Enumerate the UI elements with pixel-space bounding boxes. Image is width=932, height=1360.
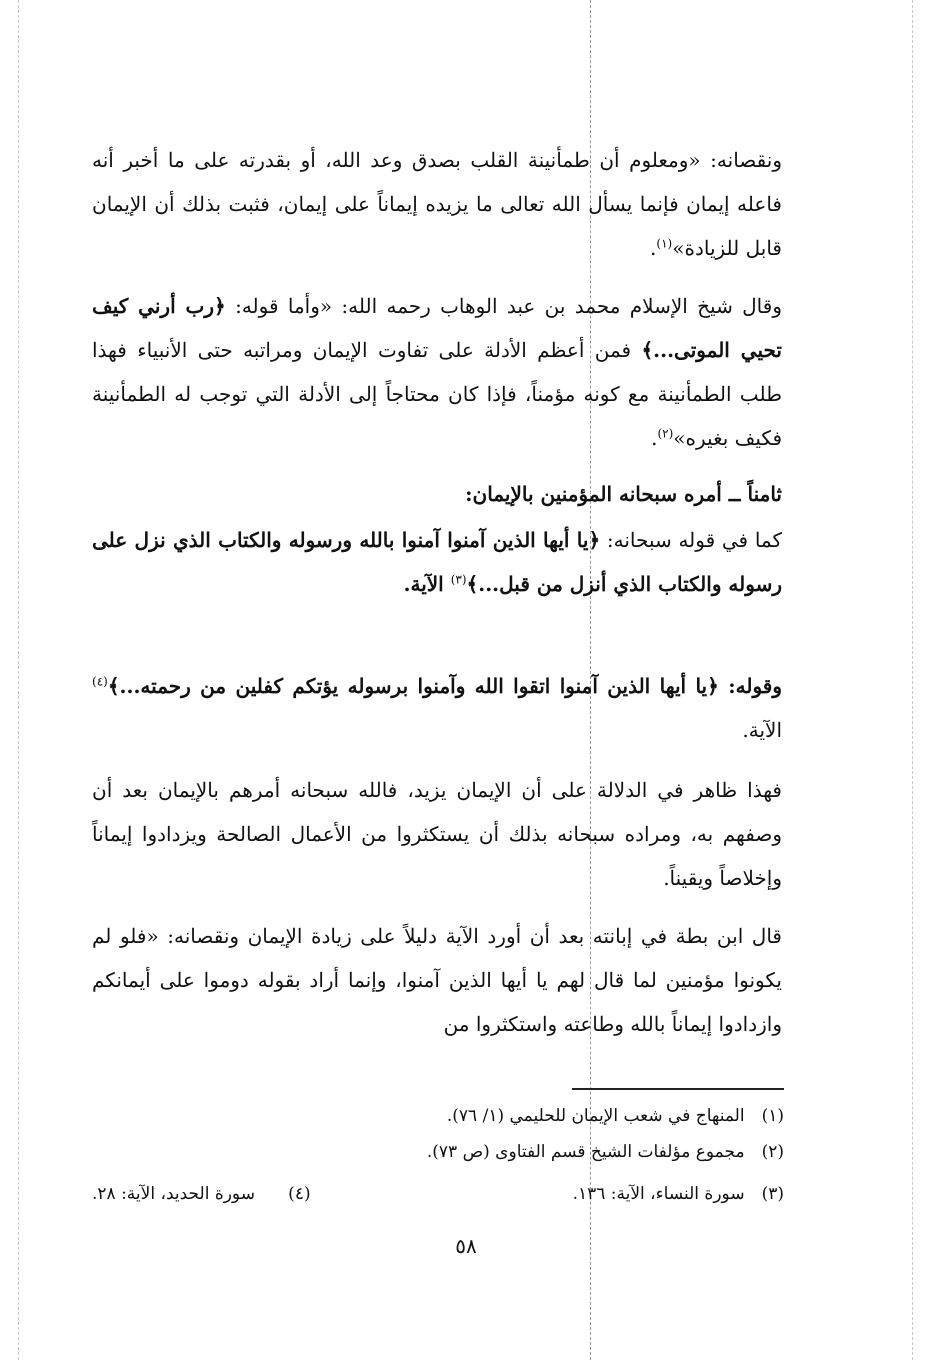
footnote-3-text: سورة النساء، الآية: ١٣٦. (572, 1184, 745, 1204)
paragraph-5 (92, 768, 782, 900)
footnote-3-number: (٣) (761, 1184, 784, 1204)
paragraph-6 (92, 914, 782, 1046)
quran-quote-2: ﴿يا أيها الذين آمنوا آمنوا بالله ورسوله والكتاب الذي نزل على رسوله والكتاب الذي أنزل من قبل...﴾ (92, 528, 782, 596)
paragraph-2-rest: فمن أعظم الأدلة على تفاوت الإيمان ومراتبه حتى الأنبياء فهذا طلب الطمأنينة مع كونه مؤمناً، فإذا كان محتاجاً إلى الأدلة التي توجب له الطمأنينة فكيف بغيره» (92, 338, 782, 450)
paragraph-1-end: . (650, 236, 657, 260)
footnote-2-number: (٢) (761, 1142, 784, 1162)
paragraph-3-end: الآية. (403, 572, 451, 596)
paragraph-6-text: قال ابن بطة في إبانته بعد أن أورد الآية دليلاً على زيادة الإيمان ونقصانه: «فلو لم يكونوا مؤمنين لما قال لهم يا أيها الذين آمنوا، وإنما أراد بقوله دوموا على أيمانكم وازدادوا إيماناً بالله وطاعته واستكثروا من (92, 924, 782, 1036)
paragraph-4-intro: وقوله: (718, 674, 783, 698)
paragraph-2-end: . (651, 426, 658, 450)
paragraph-5-text: فهذا ظاهر في الدلالة على أن الإيمان يزيد، فالله سبحانه أمرهم بالإيمان بعد أن وصفهم به، ومراده سبحانه بذلك أن يستكثروا من الأعمال الصالحة ويزدادوا إيماناً وإخلاصاً ويقيناً. (92, 778, 782, 890)
paragraph-4 (92, 664, 782, 752)
footnote-2 (92, 1138, 784, 1166)
section-heading: ثامناً ــ أمره سبحانه المؤمنين بالإيمان: (465, 482, 782, 506)
footnote-2-text: مجموع مؤلفات الشيخ قسم الفتاوى (ص ٧٣). (426, 1142, 745, 1162)
footnote-ref-1: (١) (656, 236, 673, 251)
scan-guide-line-right (912, 0, 913, 1360)
paragraph-2-intro: وقال شيخ الإسلام محمد بن عبد الوهاب رحمه الله: «وأما قوله: (225, 294, 782, 318)
paragraph-4-end: الآية. (742, 718, 782, 742)
footnote-1-text: المنهاج في شعب الإيمان للحليمي (١/ ٧٦). (446, 1106, 745, 1126)
footnote-ref-3: (٣) (450, 572, 467, 587)
footnote-4-text: سورة الحديد، الآية: ٢٨. (92, 1184, 255, 1204)
page-number: ٥٨ (455, 1234, 477, 1258)
paragraph-1-text: ونقصانه: «ومعلوم أن طمأنينة القلب بصدق وعد الله، أو بقدرته على ما أخبر أنه فاعله إيمان فإنما يسأل الله تعالى ما يزيده إيماناً على إيمان، فثبت بذلك أن الإيمان قابل للزيادة» (92, 148, 782, 260)
paragraph-3-intro: كما في قوله سبحانه: (600, 528, 783, 552)
quran-quote-1: ﴿رب أرني كيف تحيي الموتى...﴾ (92, 294, 782, 362)
paragraph-1 (92, 138, 782, 270)
paragraph-3 (92, 518, 782, 606)
quran-quote-3: ﴿يا أيها الذين آمنوا اتقوا الله وآمنوا برسوله يؤتكم كفلين من رحمته...﴾ (107, 674, 719, 698)
scan-guide-line-left (18, 0, 19, 1360)
footnote-4 (92, 1180, 311, 1208)
footnote-divider (572, 1088, 784, 1090)
footnote-4-number: (٤) (288, 1184, 311, 1204)
footnote-1 (92, 1102, 784, 1130)
footnote-ref-4: (٤) (92, 674, 108, 689)
footnote-ref-2: (٢) (657, 426, 674, 441)
footnote-1-number: (١) (761, 1106, 784, 1126)
paragraph-2 (92, 284, 782, 460)
